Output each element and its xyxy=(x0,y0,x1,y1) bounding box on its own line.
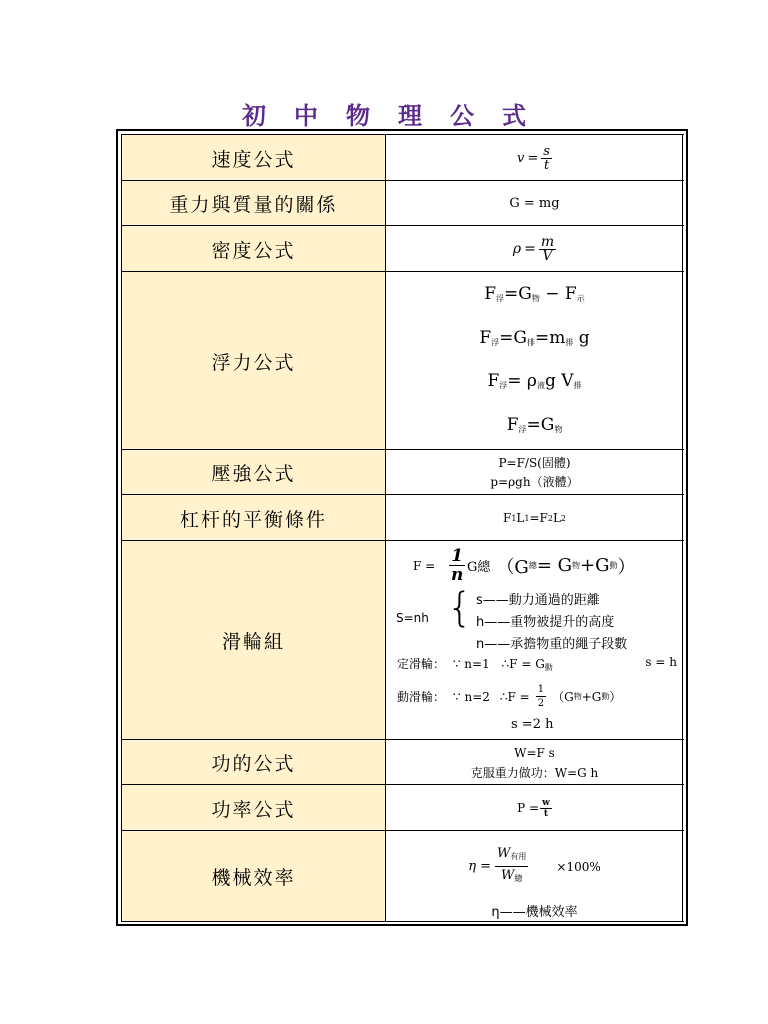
row-label-work: 功的公式 xyxy=(121,740,386,785)
buoyancy-formula-1: $F_浮=G_物 - F_示$ xyxy=(484,284,585,304)
formula-table xyxy=(121,134,684,921)
pulley-def-n: n——承擔物重的繩子段數 xyxy=(476,637,628,652)
row-label-pulley: 滑輪組 xyxy=(121,541,386,740)
table-row xyxy=(121,830,684,922)
row-label-efficiency: 機械效率 xyxy=(121,831,386,921)
row-label-density: 密度公式 xyxy=(121,226,386,272)
table-row xyxy=(121,271,684,450)
row-label-power: 功率公式 xyxy=(121,785,386,831)
pulley-def-h: h——重物被提升的高度 xyxy=(476,615,615,630)
table-row xyxy=(121,540,684,740)
power-formula: P = $\frac{w}{t}$ xyxy=(387,785,683,831)
speed-formula: v = $\frac{s}{t}$ xyxy=(387,135,683,181)
buoyancy-formula-3: $F_浮= \rho_液g$ $V_排$ xyxy=(487,371,582,391)
gravity-formula: G = mg xyxy=(387,181,683,226)
page-title: 初 中 物 理 公 式 xyxy=(242,101,526,130)
buoyancy-formulas xyxy=(387,272,683,450)
buoyancy-formula-4: $F_浮=G_物$ xyxy=(506,415,563,435)
lever-formula: F 1 L 1 =F 2 L 2 xyxy=(387,495,683,541)
density-formula: ρ = $\frac{m}{V}$ xyxy=(387,226,683,272)
pulley-s2h: s =2 h xyxy=(511,717,554,732)
table-row xyxy=(121,739,684,785)
row-label-gravity: 重力與質量的關係 xyxy=(121,181,386,226)
pulley-snh: S=nh xyxy=(396,611,429,625)
moving-pulley-line: 動滑輪： ∵ n=2 ∴F = $\frac{1}{2}$ （G 物 +G 動 ） xyxy=(397,684,622,709)
buoyancy-formula-2: $F_浮=G_排=m_排$ g xyxy=(479,328,590,348)
table-row xyxy=(121,225,684,272)
table-row xyxy=(121,494,684,541)
row-label-speed: 速度公式 xyxy=(121,135,386,181)
fixed-pulley-line: 定滑輪： ∵ n=1 ∴F = $G_動$ s = h xyxy=(397,655,677,672)
row-label-lever: 杠杆的平衡條件 xyxy=(121,495,386,541)
efficiency-definition: η——機械效率 xyxy=(491,905,578,920)
row-label-pressure: 壓強公式 xyxy=(121,450,386,495)
pulley-formulas xyxy=(387,541,683,740)
table-row xyxy=(121,784,684,831)
brace-icon: { xyxy=(447,585,473,631)
efficiency-formula: η = $\frac{W_{有用}}{W_總}$ ×100% η——機械效率 xyxy=(387,831,683,921)
table-row xyxy=(121,449,684,495)
pulley-def-s: s——動力通過的距離 xyxy=(476,593,600,608)
table-row xyxy=(121,180,684,226)
pulley-main-formula: F = $\frac{1}{n}$ G總 （G 總 = G 物 +G 動 ） xyxy=(413,546,636,585)
row-label-buoyancy: 浮力公式 xyxy=(121,272,386,450)
pressure-formula: P=F/S(固體) p=ρgh（液體） xyxy=(387,450,683,495)
work-formula: W=F s 克服重力做功：W=G h xyxy=(387,740,683,785)
table-row xyxy=(121,134,684,181)
